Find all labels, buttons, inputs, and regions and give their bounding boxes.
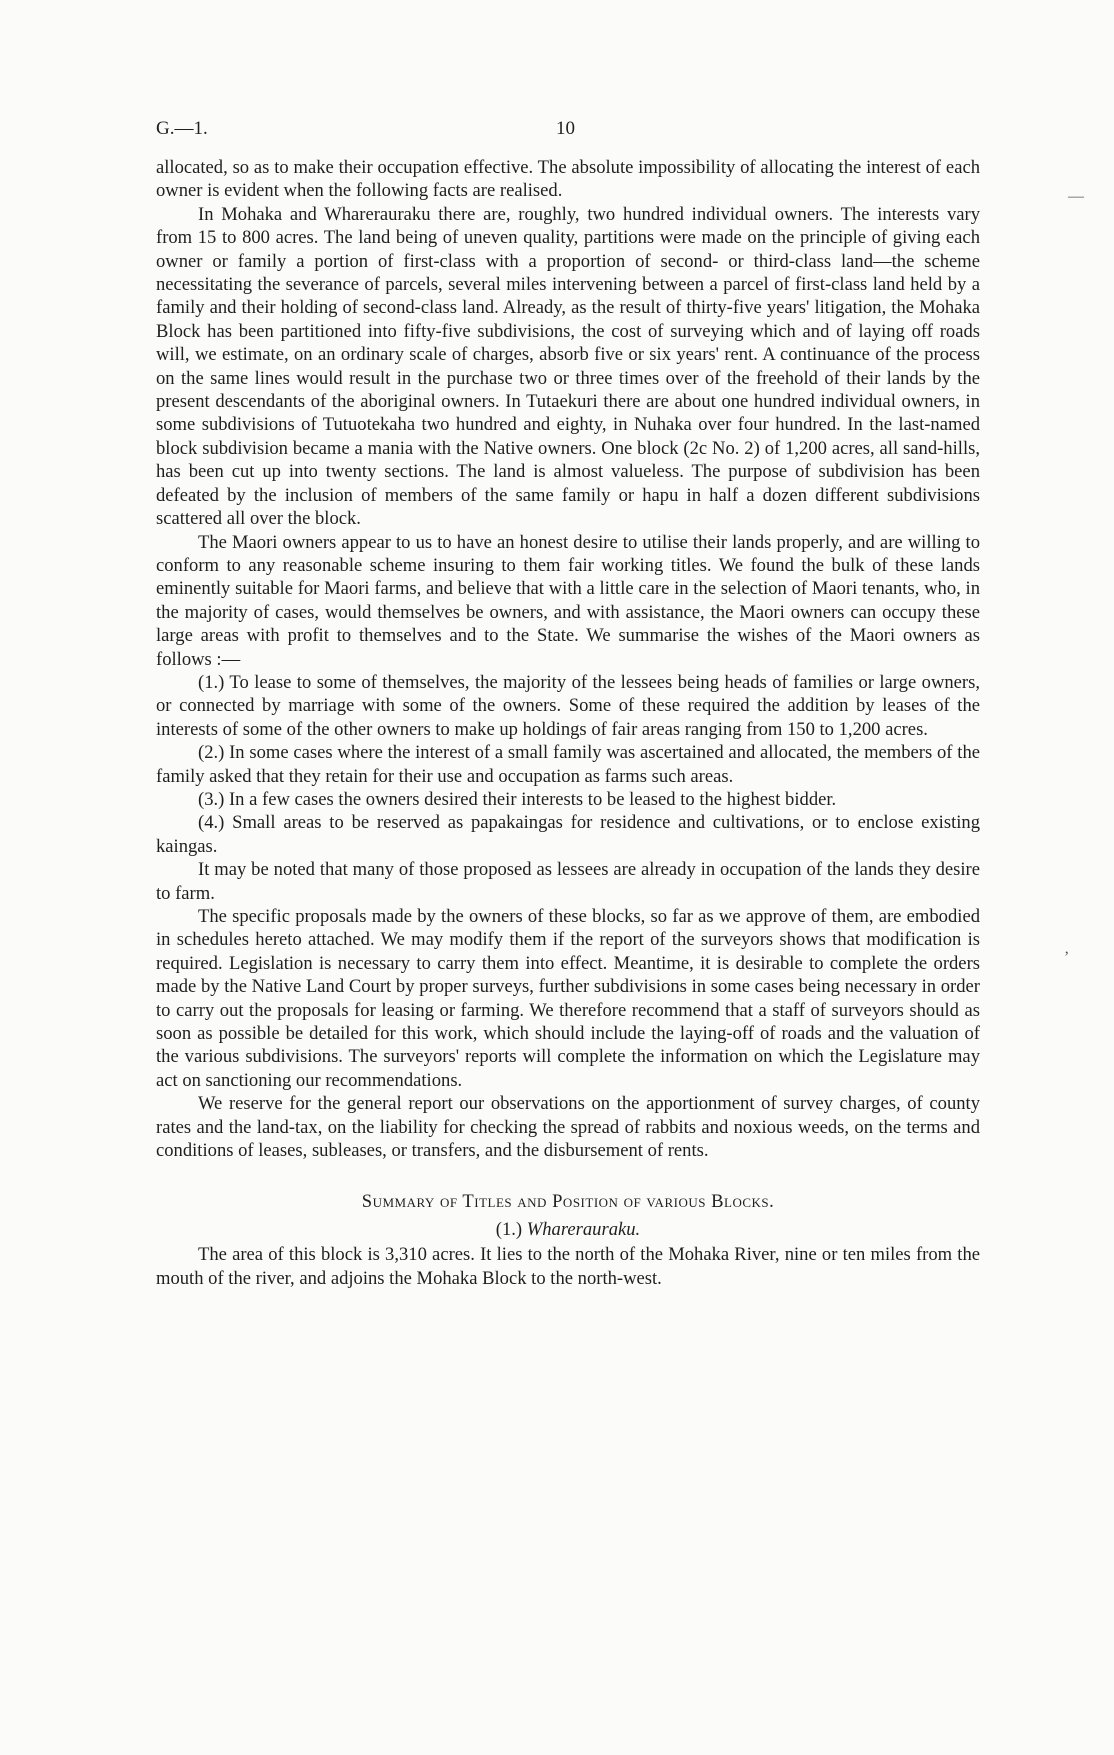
- paragraph: (4.) Small areas to be reserved as papakaingas for residence and cultivations, or to enclose existing kaingas.: [156, 812, 980, 857]
- block-name: Wharerauraku.: [526, 1218, 641, 1240]
- paragraph: (2.) In some cases where the interest of a small family was ascertained and allocated, the members of the family asked that they retain for their use and occupation as farms such areas.: [156, 742, 980, 787]
- paragraph: It may be noted that many of those proposed as lessees are already in occupation of the lands they desire to farm.: [156, 859, 980, 904]
- paragraph: The area of this block is 3,310 acres. It lies to the north of the Mohaka River, nine or ten miles from the mouth of the river, and adjoins the Mohaka Block to the north-west.: [156, 1244, 980, 1289]
- paragraph: The Maori owners appear to us to have an honest desire to utilise their lands properly, and are willing to conform to any reasonable scheme insuring to them fair working titles. We found the bulk of these lands eminently suitable for Maori farms, and believe that with a little care in the selection of Maori tenants, who, in the majority of cases, would themselves be owners, and with assistance, the Maori owners can occupy these large areas with profit to themselves and to the State. We summarise the wishes of the Maori owners as follows :—: [156, 531, 980, 670]
- paragraph: The specific proposals made by the owners of these blocks, so far as we approve of them, are embodied in schedules hereto attached. We may modify them if the report of the surveyors shows that modification is required. Legislation is necessary to carry them into effect. Meantime, it is desirable to complete the orders made by the Native Land Court by proper surveys, further subdivisions in some cases being necessary in order to carry out the proposals for leasing or farming. We therefore recommend that a staff of surveyors should as soon as possible be detailed for this work, which should include the laying-off of roads and the valuation of the various subdivisions. The surveyors' reports will complete the information on which the Legislature may act on sanctioning our recommendations.: [156, 906, 980, 1091]
- paragraph: In Mohaka and Wharerauraku there are, roughly, two hundred individual owners. The interests vary from 15 to 800 acres. The land being of uneven quality, partitions were made on the principle of giving each owner or family a portion of first-class with a proportion of second- or third-class land—the scheme necessitating the severance of parcels, several miles intervening between a parcel of first-class land held by a family and their holding of second-class land. Already, as the result of thirty-five years' litigation, the Mohaka Block has been partitioned into fifty-five subdivisions, the cost of surveying which and of laying off roads will, we estimate, on an ordinary scale of charges, absorb five or six years' rent. A continuance of the process on the same lines would result in the purchase two or three times over of the freehold of their lands by the present descendants of the aboriginal owners. In Tutaekuri there are about one hundred individual owners, in some subdivisions of Tutuotekaha two hundred and eighty, in Nuhaka over four hundred. In the last-named block subdivision became a mania with the Native owners. One block (2c No. 2) of 1,200 acres, all sand-hills, has been cut up into twenty sections. The land is almost valueless. The purpose of subdivision has been defeated by the inclusion of members of the same family or hapu in half a dozen different subdivisions scattered all over the block.: [156, 203, 980, 530]
- document-reference: G.—1.: [156, 118, 208, 139]
- paragraph: (1.) To lease to some of themselves, the majority of the lessees being heads of families or large owners, or connected by marriage with some of the owners. Some of these required the addition by leases of the interests of some of the other owners to make up holdings of fair areas ranging from 150 to 1,200 acres.: [156, 671, 980, 740]
- margin-mark: —: [1068, 188, 1084, 205]
- body-text: [156, 156, 980, 1290]
- block-number: (1.): [495, 1218, 523, 1240]
- page-header: [156, 118, 976, 144]
- block-subheading: [156, 1218, 980, 1241]
- page-number: 10: [556, 118, 575, 139]
- margin-mark: ‚: [1064, 940, 1070, 957]
- section-heading: Summary of Titles and Position of various Blocks.: [361, 1191, 775, 1213]
- paragraph: (3.) In a few cases the owners desired their interests to be leased to the highest bidder.: [198, 788, 837, 810]
- paragraph: allocated, so as to make their occupation effective. The absolute impossibility of allocating the interest of each owner is evident when the following facts are realised.: [156, 157, 980, 202]
- paragraph: We reserve for the general report our observations on the apportionment of survey charges, of county rates and the land-tax, on the liability for checking the spread of rabbits and noxious weeds, on the terms and conditions of leases, subleases, or transfers, and the disbursement of rents.: [156, 1093, 980, 1162]
